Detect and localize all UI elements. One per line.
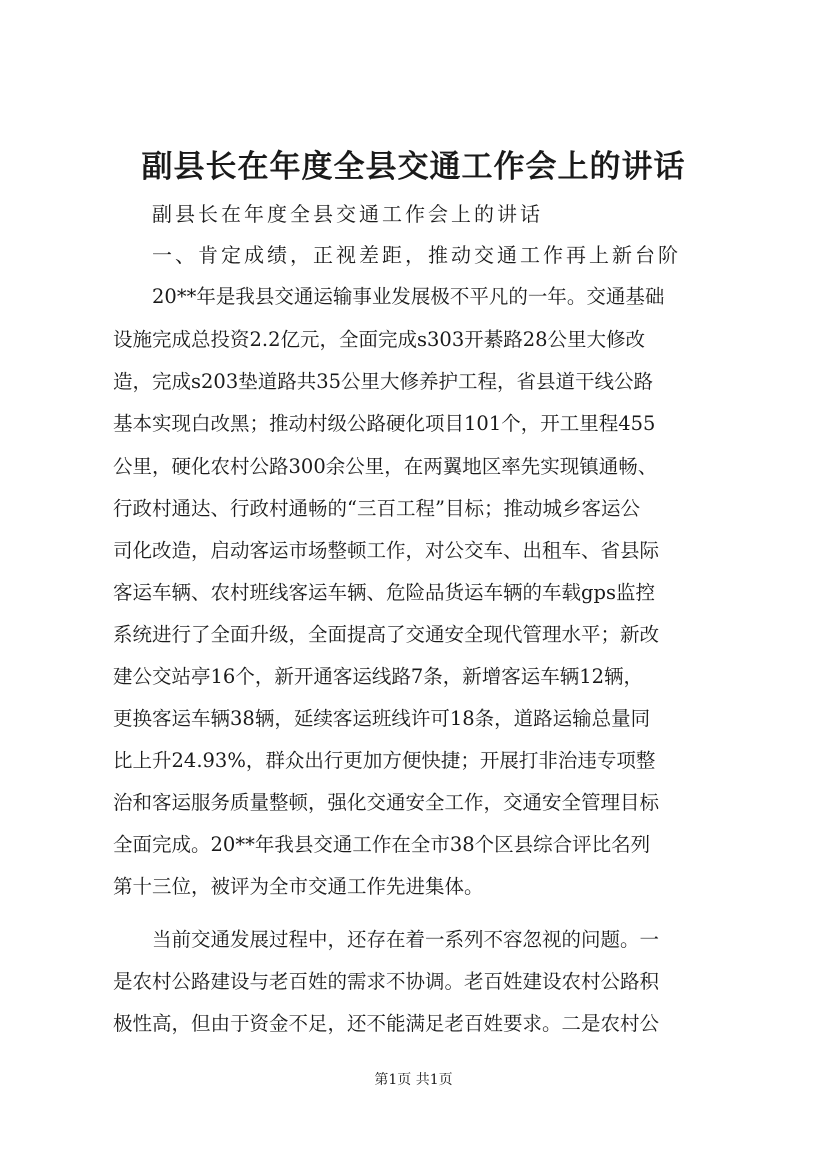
paragraph-line: 极性高，但由于资金不足，还不能满足老百姓要求。二是农村公 (113, 1012, 660, 1035)
paragraph-line: 系统进行了全面升级，全面提高了交通安全现代管理水平；新改 (113, 623, 660, 646)
document-subtitle: 副县长在年度全县交通工作会上的讲话 (152, 202, 543, 226)
paragraph-line: 基本实现白改黑；推动村级公路硬化项目101个，开工里程455 (113, 412, 656, 435)
paragraph-line: 更换客运车辆38辆，延续客运班线许可18条，道路运输总量同 (113, 707, 651, 730)
paragraph-line: 行政村通达、行政村通畅的“三百工程”目标；推动城乡客运公 (113, 497, 640, 520)
paragraph-line: 第十三位，被评为全市交通工作先进集体。 (113, 875, 484, 898)
document-title: 副县长在年度全县交通工作会上的讲话 (141, 149, 686, 185)
paragraph-line: 是农村公路建设与老百姓的需求不协调。老百姓建设农村公路积 (113, 970, 660, 993)
paragraph-line: 建公交站亭16个，新开通客运线路7条，新增客运车辆12辆， (113, 665, 644, 688)
page-number-footer: 第1页 共1页 (374, 1072, 453, 1088)
paragraph-line: 公里，硬化农村公路300余公里，在两翼地区率先实现镇通畅、 (113, 455, 658, 478)
section-heading: 一、肯定成绩，正视差距，推动交通工作再上新台阶 (152, 243, 681, 267)
paragraph-line: 全面完成。20**年我县交通工作在全市38个区县综合评比名列 (113, 833, 651, 856)
paragraph-line: 治和客运服务质量整顿，强化交通安全工作，交通安全管理目标 (113, 791, 660, 814)
paragraph-line: 造，完成s203垫道路共35公里大修养护工程，省县道干线公路 (113, 370, 654, 393)
paragraph-line: 当前交通发展过程中，还存在着一系列不容忽视的问题。一 (152, 928, 660, 951)
paragraph-line: 20**年是我县交通运输事业发展极不平凡的一年。交通基础 (152, 285, 665, 308)
paragraph-line: 比上升24.93%，群众出行更加方便快捷；开展打非治违专项整 (113, 749, 656, 772)
paragraph-line: 客运车辆、农村班线客运车辆、危险品货运车辆的车载gps监控 (113, 581, 655, 604)
paragraph-line: 司化改造，启动客运市场整顿工作，对公交车、出租车、省县际 (113, 539, 660, 562)
paragraph-line: 设施完成总投资2.2亿元，全面完成s303开綦路28公里大修改 (113, 328, 646, 351)
